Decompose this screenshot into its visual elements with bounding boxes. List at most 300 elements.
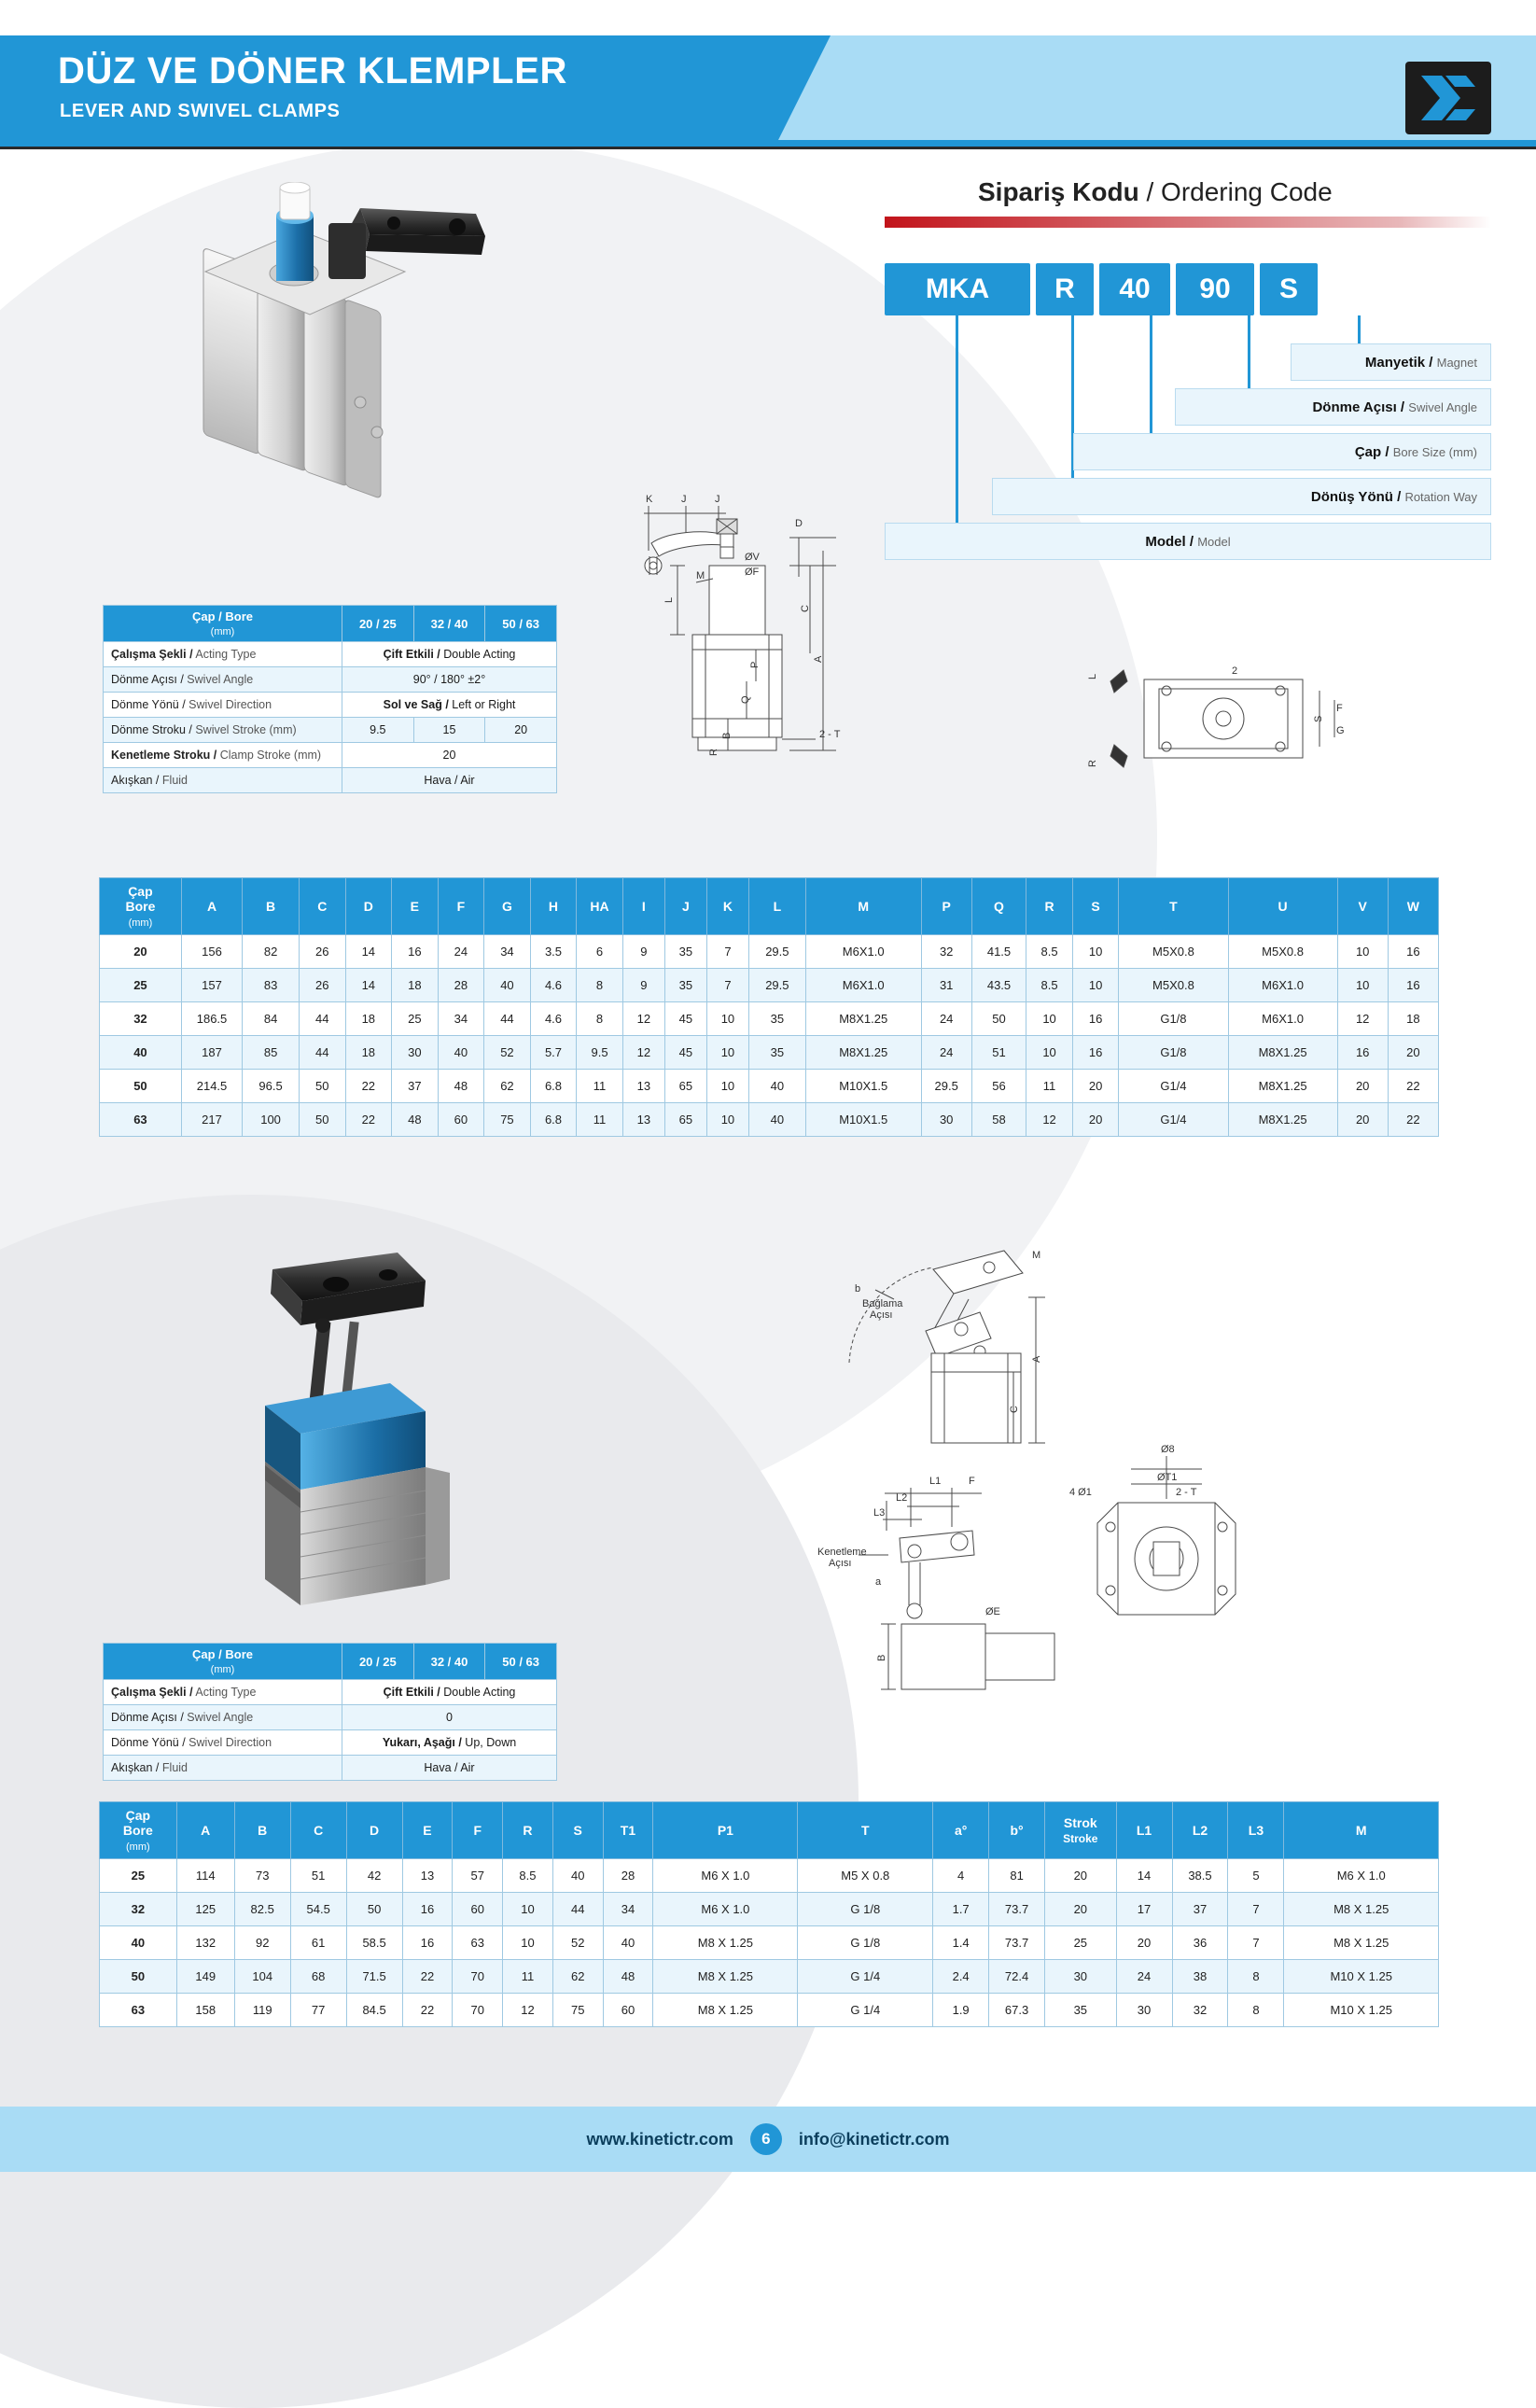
t2r0c10: M6 X 1.0 [653, 1859, 798, 1893]
footer-email[interactable] [799, 2130, 950, 2149]
t1r0c10: 9 [622, 935, 664, 969]
svg-text:K: K [646, 494, 653, 505]
page-number: 6 [750, 2123, 782, 2155]
table2-col-stroke [1045, 1802, 1117, 1859]
ordering-code-title [978, 177, 1333, 207]
t1r1c1: 157 [181, 969, 242, 1002]
t2r1c16: 37 [1172, 1893, 1228, 1926]
dimension-table-swivel [99, 877, 1439, 1137]
t1r2c0: 32 [100, 1002, 182, 1036]
t1r3c16: 51 [971, 1036, 1026, 1070]
t1r1c19: M5X0.8 [1119, 969, 1228, 1002]
page-footer [0, 2107, 1536, 2172]
table1-col-bore [100, 878, 182, 935]
spec-table-swivel [103, 605, 557, 793]
footer-website[interactable] [587, 2130, 733, 2149]
t2r3c8: 62 [552, 1960, 603, 1994]
t1r5c8: 6.8 [530, 1103, 577, 1137]
legend-bore-en: Bore Size (mm) [1392, 444, 1477, 459]
t1r4c14: M10X1.5 [805, 1070, 921, 1103]
svg-text:2: 2 [1232, 665, 1238, 677]
t1r0c8: 3.5 [530, 935, 577, 969]
leader-model [956, 315, 958, 525]
t1r3c2: 85 [243, 1036, 300, 1070]
spec2-value-angle: 0 [342, 1705, 557, 1730]
t1r4c7: 62 [484, 1070, 531, 1103]
t1r4c5: 37 [392, 1070, 439, 1103]
t1r0c0: 20 [100, 935, 182, 969]
t1r0c22: 16 [1388, 935, 1438, 969]
t1r2c22: 18 [1388, 1002, 1438, 1036]
spec-head-bore-en: Bore [225, 609, 254, 623]
t2r0c16: 38.5 [1172, 1859, 1228, 1893]
t2r3c5: 22 [402, 1960, 453, 1994]
t1r0c9: 6 [577, 935, 623, 969]
table-row [100, 1070, 1439, 1103]
svg-text:G: G [1336, 725, 1345, 736]
spec-head-c2: 32 / 40 [413, 606, 485, 642]
t1r2c20: M6X1.0 [1228, 1002, 1337, 1036]
spec-head-bore-tr: Çap / [191, 609, 222, 623]
spec-label-clampstroke [104, 743, 342, 768]
spec2-head-c3: 50 / 63 [485, 1644, 557, 1680]
t2r4c13: 67.3 [989, 1994, 1045, 2027]
t1r3c15: 24 [921, 1036, 971, 1070]
t1r5c9: 11 [577, 1103, 623, 1137]
t2r3c16: 38 [1172, 1960, 1228, 1994]
spec-row-swivelstroke [104, 718, 557, 743]
spec-table-lever [103, 1643, 557, 1781]
t2r4c18: M10 X 1.25 [1284, 1994, 1439, 2027]
t2r3c9: 48 [603, 1960, 653, 1994]
legend-magnet [1291, 343, 1491, 381]
legend-model [885, 523, 1491, 560]
t2r4c14: 35 [1045, 1994, 1117, 2027]
spec-label-direction [104, 693, 342, 718]
ordering-code-row [885, 263, 1323, 315]
t2r0c6: 57 [453, 1859, 503, 1893]
table2-col-F: F [453, 1802, 503, 1859]
spec2-value-direction-en: Up, Down [465, 1736, 517, 1749]
t1r5c0: 63 [100, 1103, 182, 1137]
svg-text:2 - T: 2 - T [1176, 1487, 1197, 1498]
t1r3c0: 40 [100, 1036, 182, 1070]
t1r5c5: 48 [392, 1103, 439, 1137]
t1r5c12: 10 [706, 1103, 748, 1137]
t1r0c1: 156 [181, 935, 242, 969]
t2r4c9: 60 [603, 1994, 653, 2027]
t1r3c22: 20 [1388, 1036, 1438, 1070]
spec2-label-direction-en: Swivel Direction [189, 1736, 272, 1749]
table1-col-L: L [748, 878, 805, 935]
t2r1c13: 73.7 [989, 1893, 1045, 1926]
t2r2c8: 52 [552, 1926, 603, 1960]
spec-label-direction-tr: Dönme Yönü / [111, 698, 186, 711]
t2r0c11: M5 X 0.8 [798, 1859, 933, 1893]
t1r4c10: 13 [622, 1070, 664, 1103]
t2r0c4: 42 [346, 1859, 402, 1893]
t1r0c11: 35 [664, 935, 706, 969]
spec-label-acting-tr: Çalışma Şekli / [111, 648, 193, 661]
product-photo-swivel-clamp [177, 182, 569, 555]
t1r0c18: 10 [1072, 935, 1119, 969]
t1r0c2: 82 [243, 935, 300, 969]
spec2-row-acting [104, 1680, 557, 1705]
t1r5c10: 13 [622, 1103, 664, 1137]
t2r2c17: 7 [1228, 1926, 1284, 1960]
table-row [100, 935, 1439, 969]
ordering-code-title-en: Ordering Code [1161, 177, 1333, 206]
t1r1c15: 31 [921, 969, 971, 1002]
t1r3c14: M8X1.25 [805, 1036, 921, 1070]
footer-email-text: info@kinetictr.com [798, 2129, 950, 2149]
t1r3c17: 10 [1026, 1036, 1073, 1070]
t1r0c12: 7 [706, 935, 748, 969]
spec2-row-direction [104, 1730, 557, 1756]
legend-angle [1175, 388, 1491, 426]
t1r3c5: 30 [392, 1036, 439, 1070]
t1r3c8: 5.7 [530, 1036, 577, 1070]
svg-text:L: L [1087, 673, 1098, 679]
page-subtitle: LEVER AND SWIVEL CLAMPS [60, 101, 341, 121]
code-model: MKA [885, 263, 1030, 315]
spec-label-angle [104, 667, 342, 693]
legend-bore [1073, 433, 1491, 470]
table2-col-M: M [1284, 1802, 1439, 1859]
t1r0c17: 8.5 [1026, 935, 1073, 969]
table1-col-F: F [438, 878, 484, 935]
spec-label-swivelstroke-en: Swivel Stroke (mm) [195, 723, 297, 736]
spec-value-swivelstroke-2: 15 [413, 718, 485, 743]
svg-text:J: J [715, 494, 720, 505]
ordering-code-title-tr: Sipariş Kodu [978, 177, 1139, 206]
t2r4c0: 63 [100, 1994, 177, 2027]
t1r0c5: 16 [392, 935, 439, 969]
spec2-label-direction [104, 1730, 342, 1756]
table1-col-T: T [1119, 878, 1228, 935]
t1r1c4: 14 [345, 969, 392, 1002]
code-angle: 90 [1176, 263, 1254, 315]
table1-body [100, 935, 1439, 1137]
t1r0c7: 34 [484, 935, 531, 969]
t1r2c3: 44 [299, 1002, 345, 1036]
svg-text:b: b [855, 1283, 861, 1295]
t1r4c8: 6.8 [530, 1070, 577, 1103]
t1r4c22: 22 [1388, 1070, 1438, 1103]
table1-col-U: U [1228, 878, 1337, 935]
spec2-head-unit: (mm) [210, 1664, 235, 1675]
spec-label-fluid-tr: Akışkan / [111, 774, 160, 787]
svg-text:Açısı: Açısı [829, 1558, 852, 1569]
spec2-head-bore-tr: Çap / [191, 1647, 222, 1661]
svg-text:D: D [795, 518, 803, 529]
t2r0c9: 28 [603, 1859, 653, 1893]
legend-rotation [992, 478, 1491, 515]
spec2-label-fluid-tr: Akışkan / [111, 1761, 160, 1774]
t1r4c6: 48 [438, 1070, 484, 1103]
t2r3c11: G 1/4 [798, 1960, 933, 1994]
svg-text:C: C [1009, 1406, 1020, 1413]
code-rotation: R [1036, 263, 1094, 315]
t1r1c17: 8.5 [1026, 969, 1073, 1002]
spec-row-acting [104, 642, 557, 667]
legend-model-en: Model [1197, 534, 1231, 549]
svg-text:Ø8: Ø8 [1161, 1444, 1175, 1455]
t1r2c21: 12 [1337, 1002, 1388, 1036]
table-row [100, 969, 1439, 1002]
t2r1c14: 20 [1045, 1893, 1117, 1926]
svg-text:4 Ø1: 4 Ø1 [1069, 1487, 1092, 1498]
table1-col-bore-l1: Çap [128, 884, 153, 899]
t1r1c16: 43.5 [971, 969, 1026, 1002]
table2-col-bore-l2: Bore [122, 1823, 153, 1838]
t2r2c9: 40 [603, 1926, 653, 1960]
t2r1c0: 32 [100, 1893, 177, 1926]
spec-row-fluid [104, 768, 557, 793]
table1-col-HA: HA [577, 878, 623, 935]
header-rule-dark [0, 147, 1536, 149]
t2r2c2: 92 [234, 1926, 290, 1960]
t2r0c7: 8.5 [503, 1859, 553, 1893]
t1r3c6: 40 [438, 1036, 484, 1070]
spec-head-unit: (mm) [210, 626, 235, 637]
t2r0c15: 14 [1116, 1859, 1172, 1893]
t1r3c19: G1/8 [1119, 1036, 1228, 1070]
t1r5c11: 65 [664, 1103, 706, 1137]
t1r2c9: 8 [577, 1002, 623, 1036]
ordering-code-sep: / [1138, 177, 1162, 206]
t2r3c2: 104 [234, 1960, 290, 1994]
table1-col-V: V [1337, 878, 1388, 935]
table2-col-L3: L3 [1228, 1802, 1284, 1859]
spec2-label-angle-tr: Dönme Açısı / [111, 1711, 184, 1724]
spec-head-c3: 50 / 63 [485, 606, 557, 642]
t2r3c13: 72.4 [989, 1960, 1045, 1994]
t2r2c13: 73.7 [989, 1926, 1045, 1960]
t1r3c11: 45 [664, 1036, 706, 1070]
t1r3c18: 16 [1072, 1036, 1119, 1070]
spec2-head-row [104, 1644, 557, 1680]
table1-col-I: I [622, 878, 664, 935]
table-row [100, 1926, 1439, 1960]
kinetic-logo-icon [1405, 62, 1491, 134]
spec-value-swivelstroke-1: 9.5 [342, 718, 414, 743]
table2-col-L2: L2 [1172, 1802, 1228, 1859]
spec-label-swivelstroke-tr: Dönme Stroku / [111, 723, 192, 736]
svg-text:A: A [1031, 1355, 1042, 1363]
svg-text:R: R [708, 749, 719, 756]
t1r4c4: 22 [345, 1070, 392, 1103]
svg-text:R: R [1087, 760, 1098, 767]
spec-head-row [104, 606, 557, 642]
t1r5c2: 100 [243, 1103, 300, 1137]
table2-col-C: C [290, 1802, 346, 1859]
t1r5c19: G1/4 [1119, 1103, 1228, 1137]
t1r1c3: 26 [299, 969, 345, 1002]
t1r2c4: 18 [345, 1002, 392, 1036]
spec-label-clampstroke-tr: Kenetleme Stroku / [111, 749, 217, 762]
t1r1c11: 35 [664, 969, 706, 1002]
spec2-value-acting [342, 1680, 557, 1705]
t1r2c2: 84 [243, 1002, 300, 1036]
spec-label-direction-en: Swivel Direction [189, 698, 272, 711]
t2r3c6: 70 [453, 1960, 503, 1994]
t1r0c20: M5X0.8 [1228, 935, 1337, 969]
t1r1c20: M6X1.0 [1228, 969, 1337, 1002]
t1r3c3: 44 [299, 1036, 345, 1070]
t2r0c1: 114 [176, 1859, 234, 1893]
spec2-head-c1: 20 / 25 [342, 1644, 414, 1680]
legend-bore-tr: Çap / [1354, 443, 1389, 460]
t1r5c4: 22 [345, 1103, 392, 1137]
t1r4c16: 56 [971, 1070, 1026, 1103]
t1r2c6: 34 [438, 1002, 484, 1036]
svg-text:Açısı: Açısı [870, 1309, 893, 1321]
t2r2c3: 61 [290, 1926, 346, 1960]
spec-value-acting-en: Double Acting [443, 648, 516, 661]
t2r4c15: 30 [1116, 1994, 1172, 2027]
leader-angle [1248, 315, 1250, 390]
t2r4c2: 119 [234, 1994, 290, 2027]
t2r2c0: 40 [100, 1926, 177, 1960]
t2r4c12: 1.9 [933, 1994, 989, 2027]
legend-rotation-en: Rotation Way [1404, 489, 1477, 504]
table2-col-E: E [402, 1802, 453, 1859]
spec-label-fluid [104, 768, 342, 793]
t1r5c3: 50 [299, 1103, 345, 1137]
t1r2c13: 35 [748, 1002, 805, 1036]
t2r0c8: 40 [552, 1859, 603, 1893]
t2r1c11: G 1/8 [798, 1893, 933, 1926]
spec2-row-angle [104, 1705, 557, 1730]
t1r1c9: 8 [577, 969, 623, 1002]
t2r4c3: 77 [290, 1994, 346, 2027]
t1r5c21: 20 [1337, 1103, 1388, 1137]
table1-col-Q: Q [971, 878, 1026, 935]
t2r2c14: 25 [1045, 1926, 1117, 1960]
table1-col-bore-l3: (mm) [128, 917, 153, 929]
table1-col-J: J [664, 878, 706, 935]
t1r3c4: 18 [345, 1036, 392, 1070]
spec2-value-direction-tr: Yukarı, Aşağı / [382, 1736, 462, 1749]
table2-col-R: R [503, 1802, 553, 1859]
table1-header-row [100, 878, 1439, 935]
t2r1c3: 54.5 [290, 1893, 346, 1926]
t2r1c8: 44 [552, 1893, 603, 1926]
spec2-label-angle [104, 1705, 342, 1730]
spec2-label-acting-en: Acting Type [195, 1686, 257, 1699]
t2r1c1: 125 [176, 1893, 234, 1926]
spec-value-angle: 90° / 180° ±2° [342, 667, 557, 693]
spec2-head-c2: 32 / 40 [413, 1644, 485, 1680]
t2r4c8: 75 [552, 1994, 603, 2027]
t1r1c7: 40 [484, 969, 531, 1002]
t1r4c9: 11 [577, 1070, 623, 1103]
spec-label-acting-en: Acting Type [195, 648, 257, 661]
spec-row-clampstroke [104, 743, 557, 768]
table1-col-D: D [345, 878, 392, 935]
t2r0c12: 4 [933, 1859, 989, 1893]
t2r4c4: 84.5 [346, 1994, 402, 2027]
svg-text:J: J [681, 494, 687, 505]
code-magnet: S [1260, 263, 1318, 315]
t1r0c14: M6X1.0 [805, 935, 921, 969]
spec-value-direction-en: Left or Right [452, 698, 516, 711]
t2r0c14: 20 [1045, 1859, 1117, 1893]
t2r1c12: 1.7 [933, 1893, 989, 1926]
t2r1c2: 82.5 [234, 1893, 290, 1926]
t2r3c3: 68 [290, 1960, 346, 1994]
table1-col-K: K [706, 878, 748, 935]
code-bore: 40 [1099, 263, 1170, 315]
t1r3c9: 9.5 [577, 1036, 623, 1070]
table2-header-row [100, 1802, 1439, 1859]
t1r2c8: 4.6 [530, 1002, 577, 1036]
svg-text:L1: L1 [929, 1476, 942, 1487]
t1r4c1: 214.5 [181, 1070, 242, 1103]
t1r3c10: 12 [622, 1036, 664, 1070]
t1r3c20: M8X1.25 [1228, 1036, 1337, 1070]
svg-text:L2: L2 [896, 1492, 908, 1504]
t1r5c20: M8X1.25 [1228, 1103, 1337, 1137]
spec-value-fluid: Hava / Air [342, 768, 557, 793]
footer-website-text: www.kinetictr.com [586, 2129, 733, 2149]
page-header [0, 35, 1536, 140]
svg-text:Kenetleme: Kenetleme [817, 1547, 867, 1558]
table2-col-stroke-tr: Strok [1063, 1815, 1097, 1830]
t1r2c16: 50 [971, 1002, 1026, 1036]
legend-angle-en: Swivel Angle [1408, 399, 1477, 414]
t1r4c0: 50 [100, 1070, 182, 1103]
legend-rotation-tr: Dönüş Yönü / [1310, 488, 1402, 505]
table2-col-bore-l1: Çap [125, 1808, 151, 1823]
t1r2c11: 45 [664, 1002, 706, 1036]
t2r2c10: M8 X 1.25 [653, 1926, 798, 1960]
t2r3c15: 24 [1116, 1960, 1172, 1994]
t2r2c6: 63 [453, 1926, 503, 1960]
spec2-label-direction-tr: Dönme Yönü / [111, 1736, 186, 1749]
spec2-value-acting-tr: Çift Etkili / [383, 1686, 440, 1699]
spec2-value-direction [342, 1730, 557, 1756]
table2-col-S: S [552, 1802, 603, 1859]
table1-col-B: B [243, 878, 300, 935]
t1r5c15: 30 [921, 1103, 971, 1137]
table2-col-T1: T1 [603, 1802, 653, 1859]
t1r4c2: 96.5 [243, 1070, 300, 1103]
t1r1c0: 25 [100, 969, 182, 1002]
t1r0c16: 41.5 [971, 935, 1026, 969]
svg-text:L: L [663, 596, 675, 603]
t1r4c11: 65 [664, 1070, 706, 1103]
t2r1c15: 17 [1116, 1893, 1172, 1926]
legend-magnet-en: Magnet [1436, 355, 1477, 370]
t2r4c16: 32 [1172, 1994, 1228, 2027]
t1r4c18: 20 [1072, 1070, 1119, 1103]
t1r2c14: M8X1.25 [805, 1002, 921, 1036]
footer-content [0, 2107, 1536, 2172]
table2-col-A: A [176, 1802, 234, 1859]
t1r2c7: 44 [484, 1002, 531, 1036]
svg-text:a: a [875, 1576, 882, 1588]
spec-label-angle-tr: Dönme Açısı / [111, 673, 184, 686]
t2r4c1: 158 [176, 1994, 234, 2027]
svg-text:2 - T: 2 - T [819, 729, 841, 740]
t1r1c21: 10 [1337, 969, 1388, 1002]
t1r4c13: 40 [748, 1070, 805, 1103]
table1-col-W: W [1388, 878, 1438, 935]
t1r4c12: 10 [706, 1070, 748, 1103]
t1r2c17: 10 [1026, 1002, 1073, 1036]
